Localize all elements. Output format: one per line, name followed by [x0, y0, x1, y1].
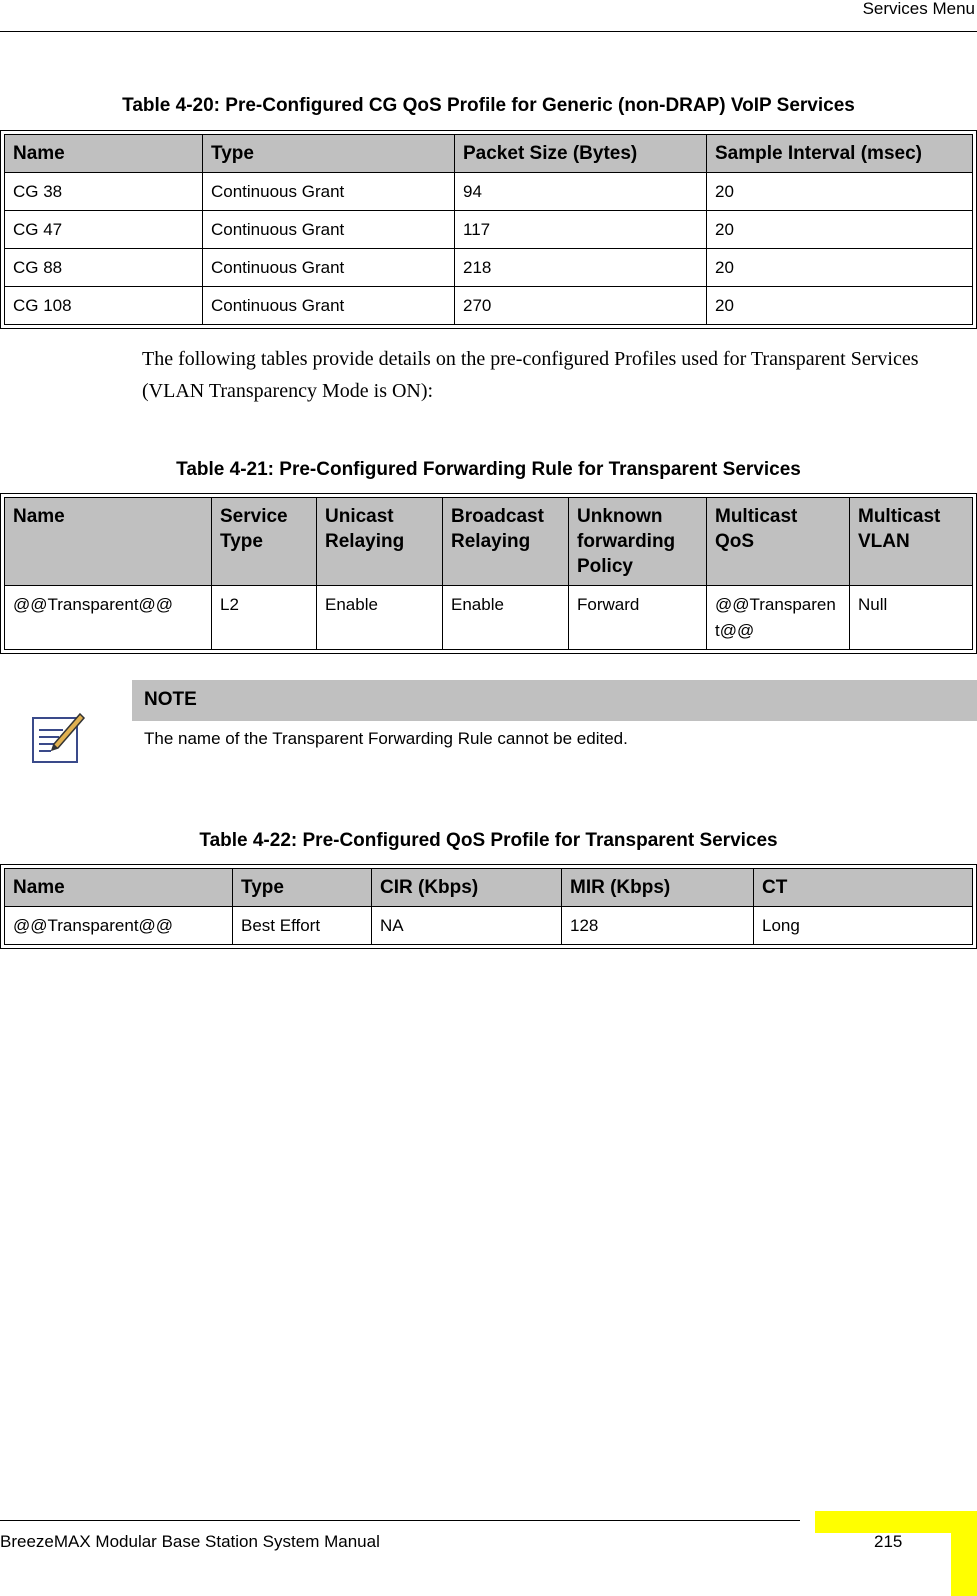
cell-type: Best Effort	[233, 907, 372, 945]
table-4-21	[4, 497, 973, 650]
table-row	[5, 211, 973, 249]
cell-sample-interval: 20	[707, 287, 973, 325]
cell-name: @@Transparent@@	[5, 907, 233, 945]
table-4-22	[4, 868, 973, 945]
cell-multicast-qos: @@Transparent@@	[707, 586, 850, 650]
body-paragraph: The following tables provide details on the pre-configured Profiles used for Transparent Services (VLAN Transparency Mode is ON):	[142, 348, 919, 402]
cell-type: Continuous Grant	[203, 211, 455, 249]
cell-service-type: L2	[212, 586, 317, 650]
column-header-unicast-relaying: Unicast Relaying	[317, 498, 443, 586]
column-header-packet-size: Packet Size (Bytes)	[455, 135, 707, 173]
column-header-type: Type	[203, 135, 455, 173]
table-4-22-caption: Table 4-22: Pre-Configured QoS Profile for Transparent Services	[199, 830, 778, 851]
cell-sample-interval: 20	[707, 249, 973, 287]
cell-packet-size: 270	[455, 287, 707, 325]
column-header-name: Name	[5, 869, 233, 907]
column-header-service-type: Service Type	[212, 498, 317, 586]
column-header-ct: CT	[754, 869, 973, 907]
table-4-22-frame	[0, 864, 977, 949]
column-header-type: Type	[233, 869, 372, 907]
column-header-sample-interval: Sample Interval (msec)	[707, 135, 973, 173]
cell-sample-interval: 20	[707, 173, 973, 211]
note-pencil-icon	[30, 712, 86, 766]
page-number: 215	[874, 1532, 903, 1551]
table-row	[5, 173, 973, 211]
cell-ct: Long	[754, 907, 973, 945]
column-header-multicast-qos: Multicast QoS	[707, 498, 850, 586]
note-header-bar	[132, 680, 977, 721]
cell-cir: NA	[372, 907, 562, 945]
cell-packet-size: 218	[455, 249, 707, 287]
footer-title: BreezeMAX Modular Base Station System Manual	[0, 1532, 380, 1551]
column-header-unknown-forwarding-policy: Unknown forwarding Policy	[569, 498, 707, 586]
cell-type: Continuous Grant	[203, 249, 455, 287]
table-row	[5, 249, 973, 287]
note-text: The name of the Transparent Forwarding Rule cannot be edited.	[144, 729, 628, 748]
cell-name: CG 108	[5, 287, 203, 325]
footer-rule	[0, 1520, 800, 1521]
column-header-multicast-vlan: Multicast VLAN	[850, 498, 973, 586]
cell-name: @@Transparent@@	[5, 586, 212, 650]
table-4-21-caption: Table 4-21: Pre-Configured Forwarding Rule for Transparent Services	[176, 459, 801, 480]
cell-unknown-forwarding-policy: Forward	[569, 586, 707, 650]
column-header-name: Name	[5, 498, 212, 586]
table-4-20	[4, 134, 973, 325]
note-label: NOTE	[144, 689, 197, 710]
column-header-broadcast-relaying: Broadcast Relaying	[443, 498, 569, 586]
column-header-mir: MIR (Kbps)	[562, 869, 754, 907]
cell-name: CG 38	[5, 173, 203, 211]
column-header-name: Name	[5, 135, 203, 173]
table-header-row	[5, 498, 973, 586]
cell-name: CG 88	[5, 249, 203, 287]
cell-packet-size: 117	[455, 211, 707, 249]
running-header: Services Menu	[862, 0, 975, 18]
cell-multicast-vlan: Null	[850, 586, 973, 650]
table-4-21-frame	[0, 493, 977, 654]
page-tab-marker	[815, 1511, 977, 1596]
table-4-20-caption: Table 4-20: Pre-Configured CG QoS Profile for Generic (non-DRAP) VoIP Services	[122, 95, 855, 116]
cell-unicast-relaying: Enable	[317, 586, 443, 650]
cell-name: CG 47	[5, 211, 203, 249]
cell-packet-size: 94	[455, 173, 707, 211]
header-rule	[0, 31, 977, 32]
cell-mir: 128	[562, 907, 754, 945]
table-header-row	[5, 135, 973, 173]
table-row	[5, 907, 973, 945]
cell-type: Continuous Grant	[203, 287, 455, 325]
table-4-20-frame	[0, 130, 977, 329]
cell-sample-interval: 20	[707, 211, 973, 249]
cell-broadcast-relaying: Enable	[443, 586, 569, 650]
table-row	[5, 287, 973, 325]
table-header-row	[5, 869, 973, 907]
table-row	[5, 586, 973, 650]
cell-type: Continuous Grant	[203, 173, 455, 211]
column-header-cir: CIR (Kbps)	[372, 869, 562, 907]
